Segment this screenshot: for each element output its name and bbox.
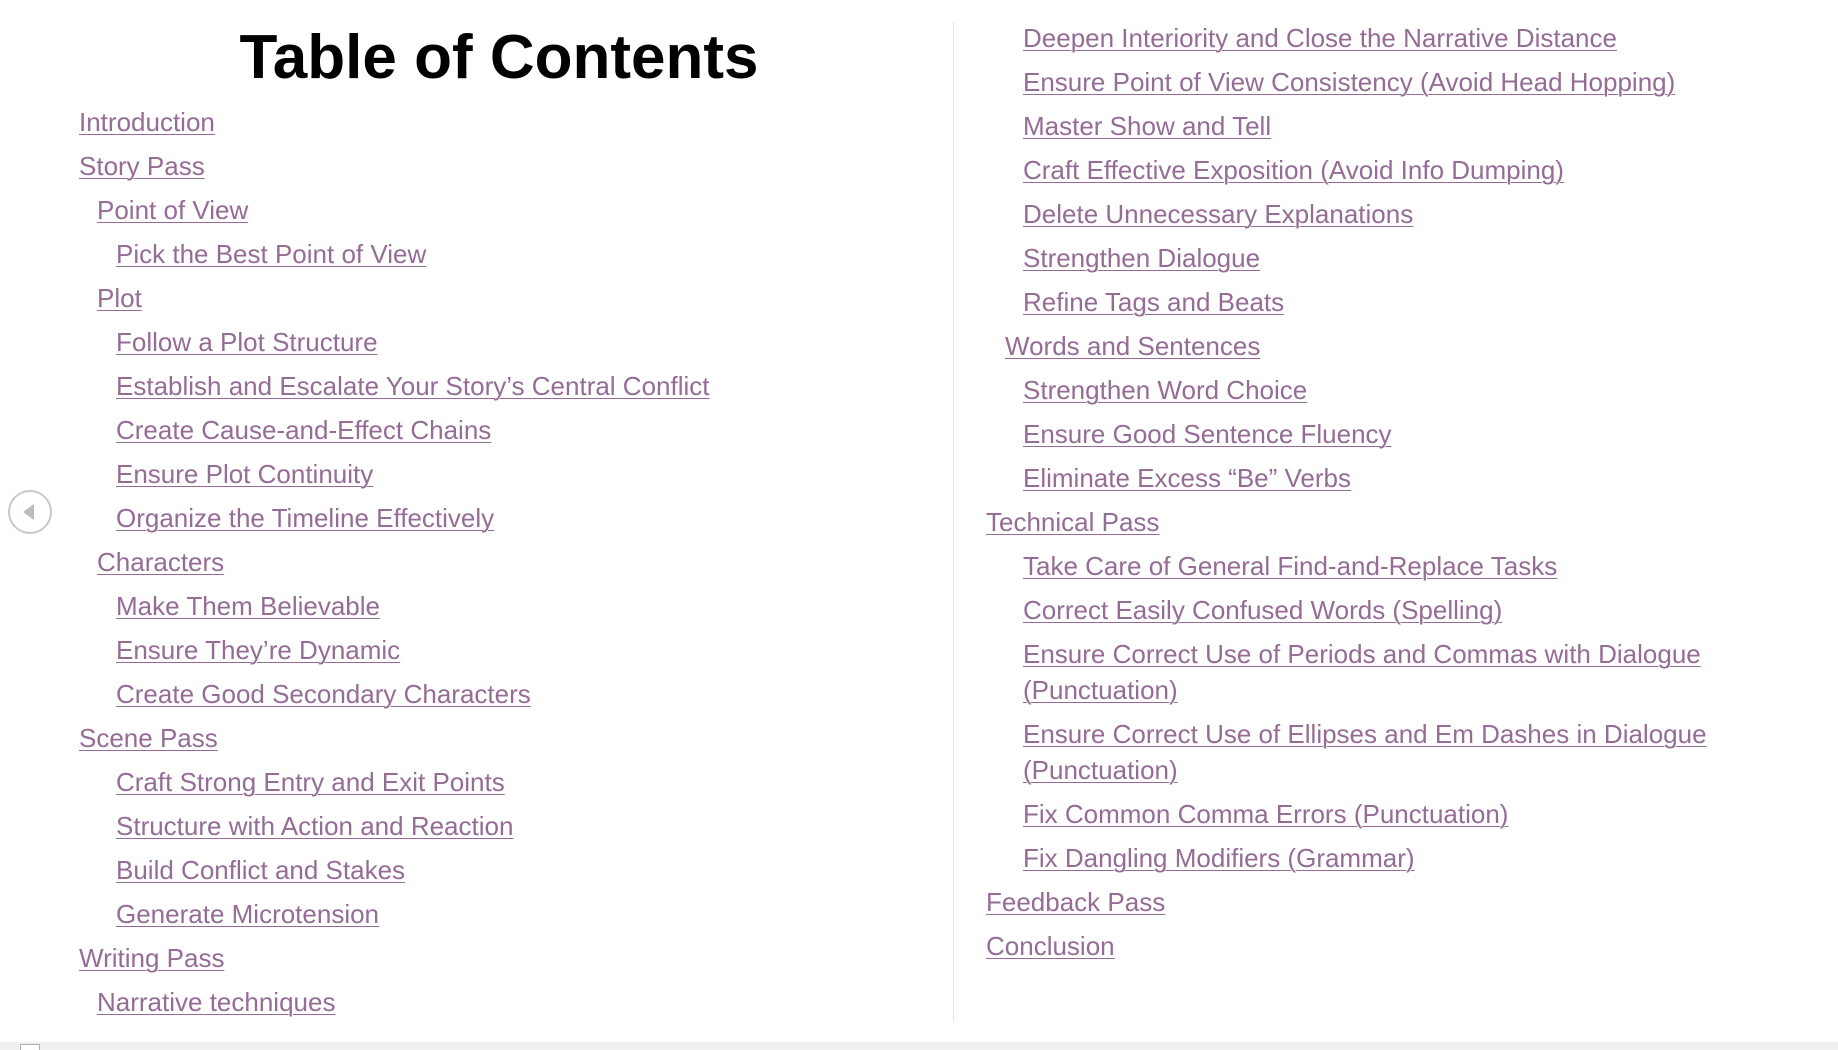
toc-link[interactable]: Organize the Timeline Effectively	[116, 503, 495, 533]
toc-entry	[1023, 796, 1508, 832]
toc-entry	[1023, 284, 1284, 320]
toc-link[interactable]: Eliminate Excess “Be” Verbs	[1023, 463, 1352, 493]
toc-link[interactable]: Introduction	[79, 107, 215, 137]
toc-link[interactable]: Master Show and Tell	[1023, 111, 1272, 141]
toc-link[interactable]: Craft Effective Exposition (Avoid Info Dumping)	[1023, 155, 1564, 185]
toc-entry	[1023, 196, 1413, 232]
toc-link[interactable]: Narrative techniques	[97, 987, 336, 1017]
toc-entry	[1023, 108, 1271, 144]
toc-link[interactable]: Delete Unnecessary Explanations	[1023, 199, 1414, 229]
toc-link[interactable]: Words and Sentences	[1005, 331, 1261, 361]
toc-link[interactable]: Ensure Correct Use of Periods and Commas with Dialogue (Punctuation)	[1023, 639, 1701, 705]
toc-entry	[79, 148, 205, 184]
toc-link[interactable]: Ensure Good Sentence Fluency	[1023, 419, 1392, 449]
toc-link[interactable]: Fix Common Comma Errors (Punctuation)	[1023, 799, 1509, 829]
toc-link[interactable]: Take Care of General Find-and-Replace Tasks	[1023, 551, 1558, 581]
toc-entry	[1023, 372, 1307, 408]
toc-link[interactable]: Strengthen Word Choice	[1023, 375, 1308, 405]
toc-link[interactable]: Generate Microtension	[116, 899, 380, 929]
toc-entry	[116, 236, 426, 272]
toc-entry	[986, 928, 1115, 964]
toc-link[interactable]: Ensure Plot Continuity	[116, 459, 374, 489]
toc-link[interactable]: Ensure Point of View Consistency (Avoid Head Hopping)	[1023, 67, 1676, 97]
toc-entry	[97, 544, 224, 580]
toc-entry	[1023, 592, 1502, 628]
toc-entry	[116, 632, 400, 668]
toc-entry	[1023, 152, 1564, 188]
toc-entry	[116, 808, 513, 844]
toc-link[interactable]: Deepen Interiority and Close the Narrative Distance	[1023, 23, 1617, 53]
page-thumbnail-tab[interactable]	[20, 1044, 40, 1050]
toc-link[interactable]: Writing Pass	[79, 943, 225, 973]
toc-link[interactable]: Ensure Correct Use of Ellipses and Em Dashes in Dialogue (Punctuation)	[1023, 719, 1707, 785]
toc-entry	[116, 500, 494, 536]
toc-entry	[97, 192, 248, 228]
toc-link[interactable]: Conclusion	[986, 931, 1115, 961]
page-title: Table of Contents	[239, 23, 759, 92]
toc-link[interactable]: Plot	[97, 283, 142, 313]
toc-entry	[1023, 636, 1838, 708]
toc-entry	[116, 764, 505, 800]
toc-entry	[116, 676, 531, 712]
toc-link[interactable]: Structure with Action and Reaction	[116, 811, 514, 841]
toc-link[interactable]: Pick the Best Point of View	[116, 239, 427, 269]
toc-link[interactable]: Strengthen Dialogue	[1023, 243, 1261, 273]
bottom-scrollbar[interactable]	[0, 1042, 1838, 1050]
toc-entry	[1023, 716, 1838, 788]
toc-link[interactable]: Story Pass	[79, 151, 205, 181]
toc-entry	[1023, 840, 1415, 876]
toc-entry	[116, 456, 373, 492]
toc-entry	[79, 104, 215, 140]
toc-entry	[116, 896, 379, 932]
toc-link[interactable]: Point of View	[97, 195, 249, 225]
toc-link[interactable]: Fix Dangling Modifiers (Grammar)	[1023, 843, 1415, 873]
column-divider	[953, 22, 954, 1022]
toc-entry	[116, 368, 710, 404]
toc-link[interactable]: Craft Strong Entry and Exit Points	[116, 767, 505, 797]
toc-entry	[986, 504, 1159, 540]
toc-link[interactable]: Build Conflict and Stakes	[116, 855, 406, 885]
toc-entry	[116, 588, 380, 624]
previous-page-button[interactable]	[8, 490, 52, 534]
toc-entry	[79, 720, 218, 756]
toc-link[interactable]: Establish and Escalate Your Story’s Central Conflict	[116, 371, 710, 401]
toc-entry	[986, 884, 1165, 920]
toc-entry	[116, 412, 491, 448]
toc-link[interactable]: Correct Easily Confused Words (Spelling)	[1023, 595, 1503, 625]
chevron-left-icon	[23, 504, 34, 520]
toc-entry	[1023, 460, 1351, 496]
toc-entry	[1005, 328, 1260, 364]
toc-entry	[1023, 240, 1260, 276]
toc-link[interactable]: Create Good Secondary Characters	[116, 679, 531, 709]
toc-link[interactable]: Create Cause-and-Effect Chains	[116, 415, 492, 445]
toc-entry	[116, 324, 378, 360]
toc-link[interactable]: Scene Pass	[79, 723, 218, 753]
toc-entry	[1023, 416, 1392, 452]
toc-entry	[79, 940, 224, 976]
toc-link[interactable]: Follow a Plot Structure	[116, 327, 378, 357]
toc-link[interactable]: Ensure They’re Dynamic	[116, 635, 401, 665]
toc-link[interactable]: Refine Tags and Beats	[1023, 287, 1285, 317]
toc-link[interactable]: Feedback Pass	[986, 887, 1166, 917]
toc-entry	[116, 852, 405, 888]
toc-link[interactable]: Technical Pass	[986, 507, 1160, 537]
toc-entry	[1023, 64, 1675, 100]
toc-link[interactable]: Characters	[97, 547, 225, 577]
toc-link[interactable]: Make Them Believable	[116, 591, 380, 621]
toc-entry	[97, 984, 335, 1020]
toc-entry	[1023, 548, 1557, 584]
toc-entry	[97, 280, 142, 316]
toc-entry	[1023, 20, 1617, 56]
